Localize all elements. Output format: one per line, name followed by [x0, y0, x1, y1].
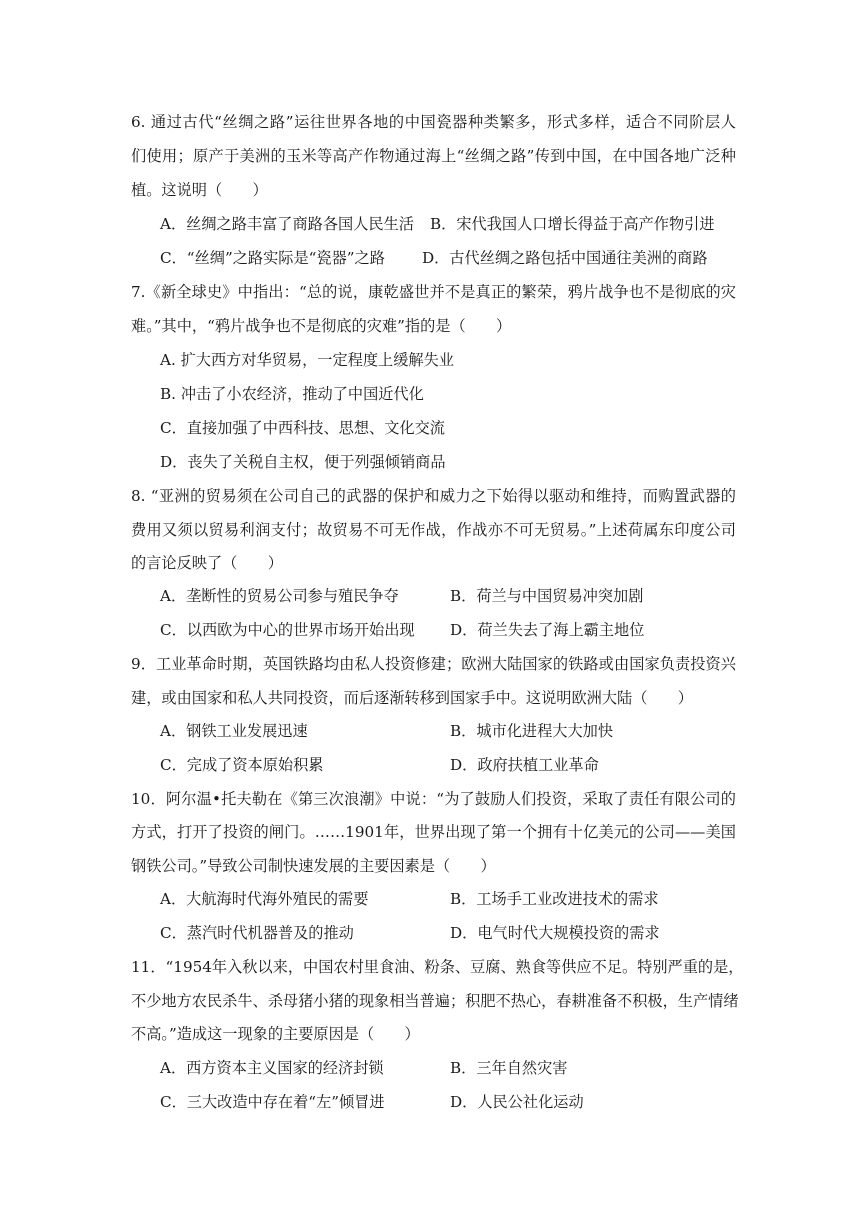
question-text-line: 植。这说明（ ） — [131, 181, 268, 199]
option-c: C．蒸汽时代机器普及的推动 — [160, 924, 354, 942]
question-text-line: 6. 通过古代“丝绸之路”运往世界各地的中国瓷器种类繁多，形式多样，适合不同阶层人 — [131, 113, 736, 131]
question-text-line: 费用又须以贸易利润支付；故贸易不可无作战，作战亦不可无贸易。”上述荷属东印度公司 — [131, 521, 736, 539]
option-d: D．人民公社化运动 — [450, 1093, 584, 1111]
question-text-line: 建，或由国家和私人共同投资，而后逐渐转移到国家手中。这说明欧洲大陆（ ） — [131, 689, 693, 707]
option-c: C．直接加强了中西科技、思想、文化交流 — [160, 419, 445, 437]
option-d: D．丧失了关税自主权，便于列强倾销商品 — [160, 453, 446, 471]
option-a: A．钢铁工业发展迅速 — [160, 722, 308, 740]
question-text-line: 11．“1954年入秋以来，中国农村里食油、粉条、豆腐、熟食等供应不足。特别严重的是， — [131, 958, 744, 976]
option-c: C．完成了资本原始积累 — [160, 756, 324, 774]
option-b: B．城市化进程大大加快 — [450, 722, 614, 740]
option-c: C．三大改造中存在着“左”倾冒进 — [160, 1093, 385, 1111]
option-d: D．荷兰失去了海上霸主地位 — [450, 621, 645, 639]
question-text-line: 不高。”造成这一现象的主要原因是（ ） — [131, 1025, 420, 1043]
option-a: A．西方资本主义国家的经济封锁 — [160, 1059, 384, 1077]
option-d: D．政府扶植工业革命 — [450, 756, 599, 774]
question-text-line: 钢铁公司。”导致公司制快速发展的主要因素是（ ） — [131, 857, 496, 875]
option-b: B．工场手工业改进技术的需求 — [450, 890, 659, 908]
question-text-line: 9．工业革命时期，英国铁路均由私人投资修建；欧洲大陆国家的铁路或由国家负责投资兴 — [131, 655, 736, 673]
option-b: B．宋代我国人口增长得益于高产作物引进 — [430, 215, 715, 233]
option-b: B. 冲击了小农经济，推动了中国近代化 — [160, 385, 424, 403]
option-c: C．以西欧为中心的世界市场开始出现 — [160, 621, 415, 639]
question-text-line: 的言论反映了（ ） — [131, 554, 283, 572]
option-d: D．电气时代大规模投资的需求 — [450, 924, 660, 942]
question-text-line: 难。”其中，“鸦片战争也不是彻底的灾难”指的是（ ） — [131, 317, 512, 335]
option-d: D．古代丝绸之路包括中国通往美洲的商路 — [422, 249, 708, 267]
option-a: A．大航海时代海外殖民的需要 — [160, 890, 369, 908]
question-text-line: 们使用；原产于美洲的玉米等高产作物通过海上“丝绸之路”传到中国，在中国各地广泛种 — [131, 147, 736, 165]
option-c: C．“丝绸”之路实际是“瓷器”之路 — [160, 249, 385, 267]
option-a: A．丝绸之路丰富了商路各国人民生活 — [160, 215, 414, 233]
question-text-line: 8. “亚洲的贸易须在公司自己的武器的保护和威力之下始得以驱动和维持，而购置武器的 — [131, 487, 736, 505]
question-text-line: 7.《新全球史》中指出：“总的说，康乾盛世并不是真正的繁荣，鸦片战争也不是彻底的灾 — [131, 283, 736, 301]
option-a: A．垄断性的贸易公司参与殖民争夺 — [160, 587, 399, 605]
question-text-line: 方式，打开了投资的闸门。……1901年，世界出现了第一个拥有十亿美元的公司——美国 — [131, 823, 736, 841]
question-text-line: 不少地方农民杀牛、杀母猪小猪的现象相当普遍；积肥不热心，春耕准备不积极，生产情绪 — [131, 992, 739, 1010]
option-b: B．三年自然灾害 — [450, 1059, 568, 1077]
option-a: A. 扩大西方对华贸易，一定程度上缓解失业 — [160, 351, 454, 369]
option-b: B．荷兰与中国贸易冲突加剧 — [450, 587, 644, 605]
question-text-line: 10．阿尔温•托夫勒在《第三次浪潮》中说：“为了鼓励人们投资，采取了责任有限公司的 — [131, 790, 736, 808]
